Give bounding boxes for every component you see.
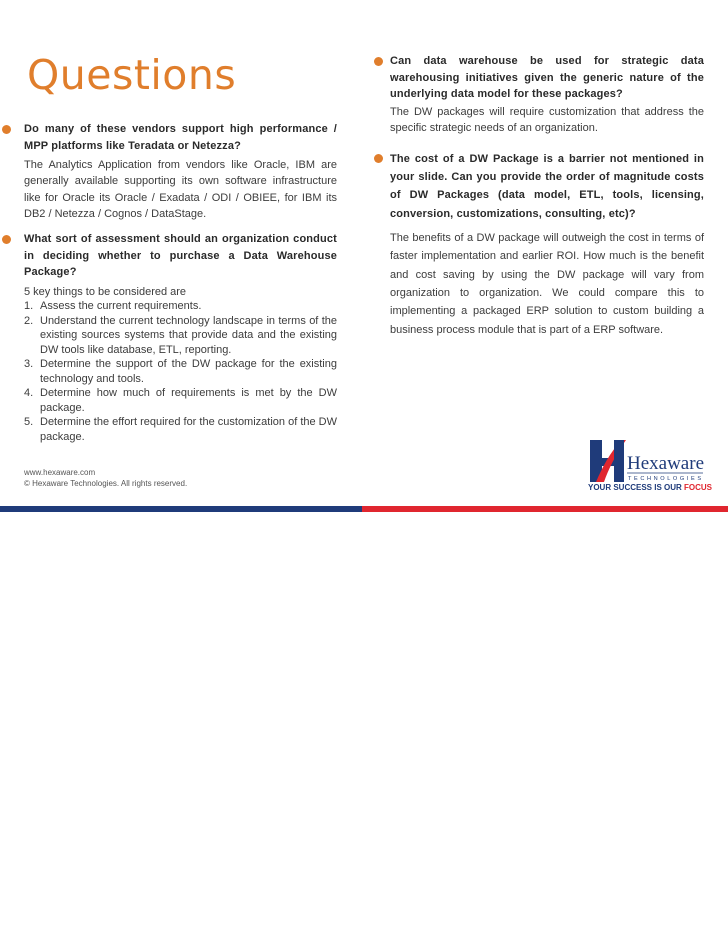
step-text: Determine how much of requirements is met by the DW package.	[40, 387, 337, 414]
step-text: Determine the support of the DW package for the existing technology and tools.	[40, 358, 337, 385]
steps-list	[0, 299, 337, 444]
logo-sub-text: TECHNOLOGIES	[628, 476, 704, 482]
question-text: Can data warehouse be used for strategic data warehousing initiatives given the generic nature of the underlying data model for these packages?	[390, 55, 704, 101]
bullet-icon	[2, 235, 11, 244]
hexaware-logo-mark	[586, 438, 713, 492]
step-text: Determine the effort required for the customization of the DW package.	[40, 416, 337, 443]
answer-text: The DW packages will require customization that address the specific strategic needs of an organization.	[390, 105, 704, 135]
website-link[interactable]: www.hexaware.com	[24, 468, 96, 477]
list-item	[24, 314, 337, 358]
logo-tagline-main: YOUR SUCCESS IS OUR	[588, 483, 685, 492]
step-number: 1.	[24, 300, 34, 313]
answer-text: The benefits of a DW package will outweigh the cost in terms of faster implementation and earlier ROI. How much is the benefit and cost saving by using the DW package will vary from organization to organization. We could compare this to implementing a packaged ERP solution to custom building a business process module that is part of a ERP software.	[390, 231, 704, 336]
list-item	[24, 386, 337, 415]
footer	[24, 468, 187, 489]
question-text: Do many of these vendors support high performance / MPP platforms like Teradata or Netezza?	[24, 123, 337, 152]
qa-item	[0, 121, 337, 222]
step-number: 2.	[24, 314, 34, 327]
step-number: 4.	[24, 387, 34, 400]
bullet-icon	[374, 57, 383, 66]
list-item	[24, 299, 337, 314]
step-text: Assess the current requirements.	[40, 300, 202, 313]
copyright-text: © Hexaware Technologies. All rights reserved.	[24, 478, 188, 488]
left-column	[0, 121, 337, 444]
footer-bar-red	[362, 506, 728, 512]
list-item	[24, 415, 337, 444]
qa-item	[374, 150, 704, 339]
qa-item	[0, 231, 337, 444]
answer-text: The Analytics Application from vendors like Oracle, IBM are generally available supporting its own software infrastructure like for Oracle its Oracle / Exadata / ODI / OBIEE, for IBM its DB2 / Netezza / Cognos / DataStage.	[24, 159, 337, 220]
question-text: What sort of assessment should an organization conduct in deciding whether to purchase a Data Warehouse Package?	[24, 233, 337, 279]
footer-bar-blue	[0, 506, 362, 512]
right-column	[374, 53, 704, 339]
step-number: 5.	[24, 416, 34, 429]
step-number: 3.	[24, 358, 34, 371]
hexaware-logo	[586, 438, 713, 492]
logo-tagline-focus: FOCUS	[684, 483, 713, 492]
answer-intro: 5 key things to be considered are	[24, 285, 187, 298]
list-item	[24, 357, 337, 386]
page-title: Questions	[27, 51, 237, 99]
qa-item	[374, 53, 704, 137]
bullet-icon	[374, 154, 383, 163]
question-text: The cost of a DW Package is a barrier not mentioned in your slide. Can you provide the order of magnitude costs of DW Packages (data model, ETL, tools, licensing, conversion, customizations, consulting, etc)?	[390, 152, 704, 220]
logo-brand-text: Hexaware	[627, 453, 705, 474]
bullet-icon	[2, 125, 11, 134]
logo-tagline	[588, 483, 713, 492]
step-text: Understand the current technology landscape in terms of the existing sources systems that provide data and the existing DW tools like database, ETL, reporting.	[40, 314, 337, 356]
